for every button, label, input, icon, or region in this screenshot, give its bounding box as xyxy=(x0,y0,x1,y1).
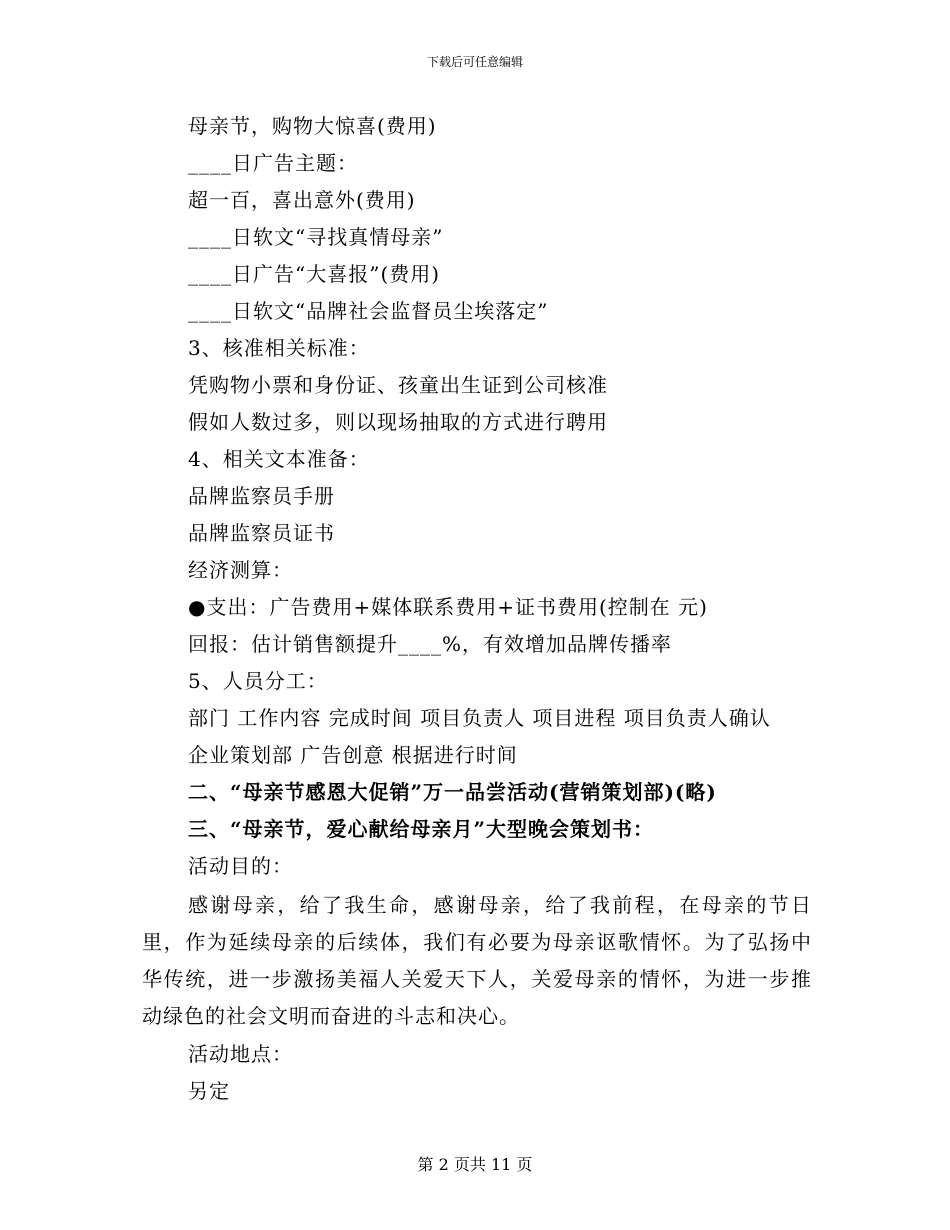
body-line: 凭购物小票和身份证、孩童出生证到公司核准 xyxy=(188,373,608,397)
body-line: 企业策划部 广告创意 根据进行时间 xyxy=(188,743,518,767)
body-line: ____日软文“寻找真情母亲” xyxy=(188,225,444,249)
body-line: 部门 工作内容 完成时间 项目负责人 项目进程 项目负责人确认 xyxy=(188,706,771,730)
document-body xyxy=(142,108,812,1110)
bold-heading: 二、“母亲节感恩大促销”万一品尝活动(营销策划部)(略) xyxy=(188,780,717,804)
body-paragraph: 感谢母亲，给了我生命，感谢母亲，给了我前程，在母亲的节日里，作为延续母亲的后续体，我们有必要为母亲讴歌情怀。为了弘扬中华传统，进一步激扬美福人关爱天下人，关爱母亲的情怀，为进一步推动绿色的社会文明而奋进的斗志和决心。 xyxy=(142,893,812,1028)
body-line: 另定 xyxy=(188,1079,230,1103)
body-line: ____日广告“大喜报”(费用) xyxy=(188,262,441,286)
body-line: 经济测算： xyxy=(188,558,293,582)
section-heading: 4、相关文本准备： xyxy=(188,447,370,471)
page-footer: 第 2 页共 11 页 xyxy=(417,1155,533,1174)
body-line: ____日广告主题： xyxy=(188,151,358,175)
page-header: 下载后可任意编辑 xyxy=(426,55,523,69)
bold-heading: 三、“母亲节，爱心献给母亲月”大型晚会策划书： xyxy=(188,817,655,841)
body-line: 品牌监察员证书 xyxy=(188,521,335,545)
body-line: ●支出：广告费用+媒体联系费用+证书费用(控制在 元) xyxy=(188,595,708,619)
body-line: 假如人数过多，则以现场抽取的方式进行聘用 xyxy=(188,410,608,434)
body-line: ____日软文“品牌社会监督员尘埃落定” xyxy=(188,299,549,323)
section-heading: 5、人员分工： xyxy=(188,669,328,693)
body-line: 活动目的： xyxy=(188,854,293,878)
body-line: 超一百，喜出意外(费用) xyxy=(188,188,416,212)
body-line: 品牌监察员手册 xyxy=(188,484,335,508)
body-line: 活动地点： xyxy=(188,1042,293,1066)
body-line: 母亲节，购物大惊喜(费用) xyxy=(188,114,437,138)
body-line: 回报：估计销售额提升____%，有效增加品牌传播率 xyxy=(188,632,673,656)
section-heading: 3、核准相关标准： xyxy=(188,336,370,360)
